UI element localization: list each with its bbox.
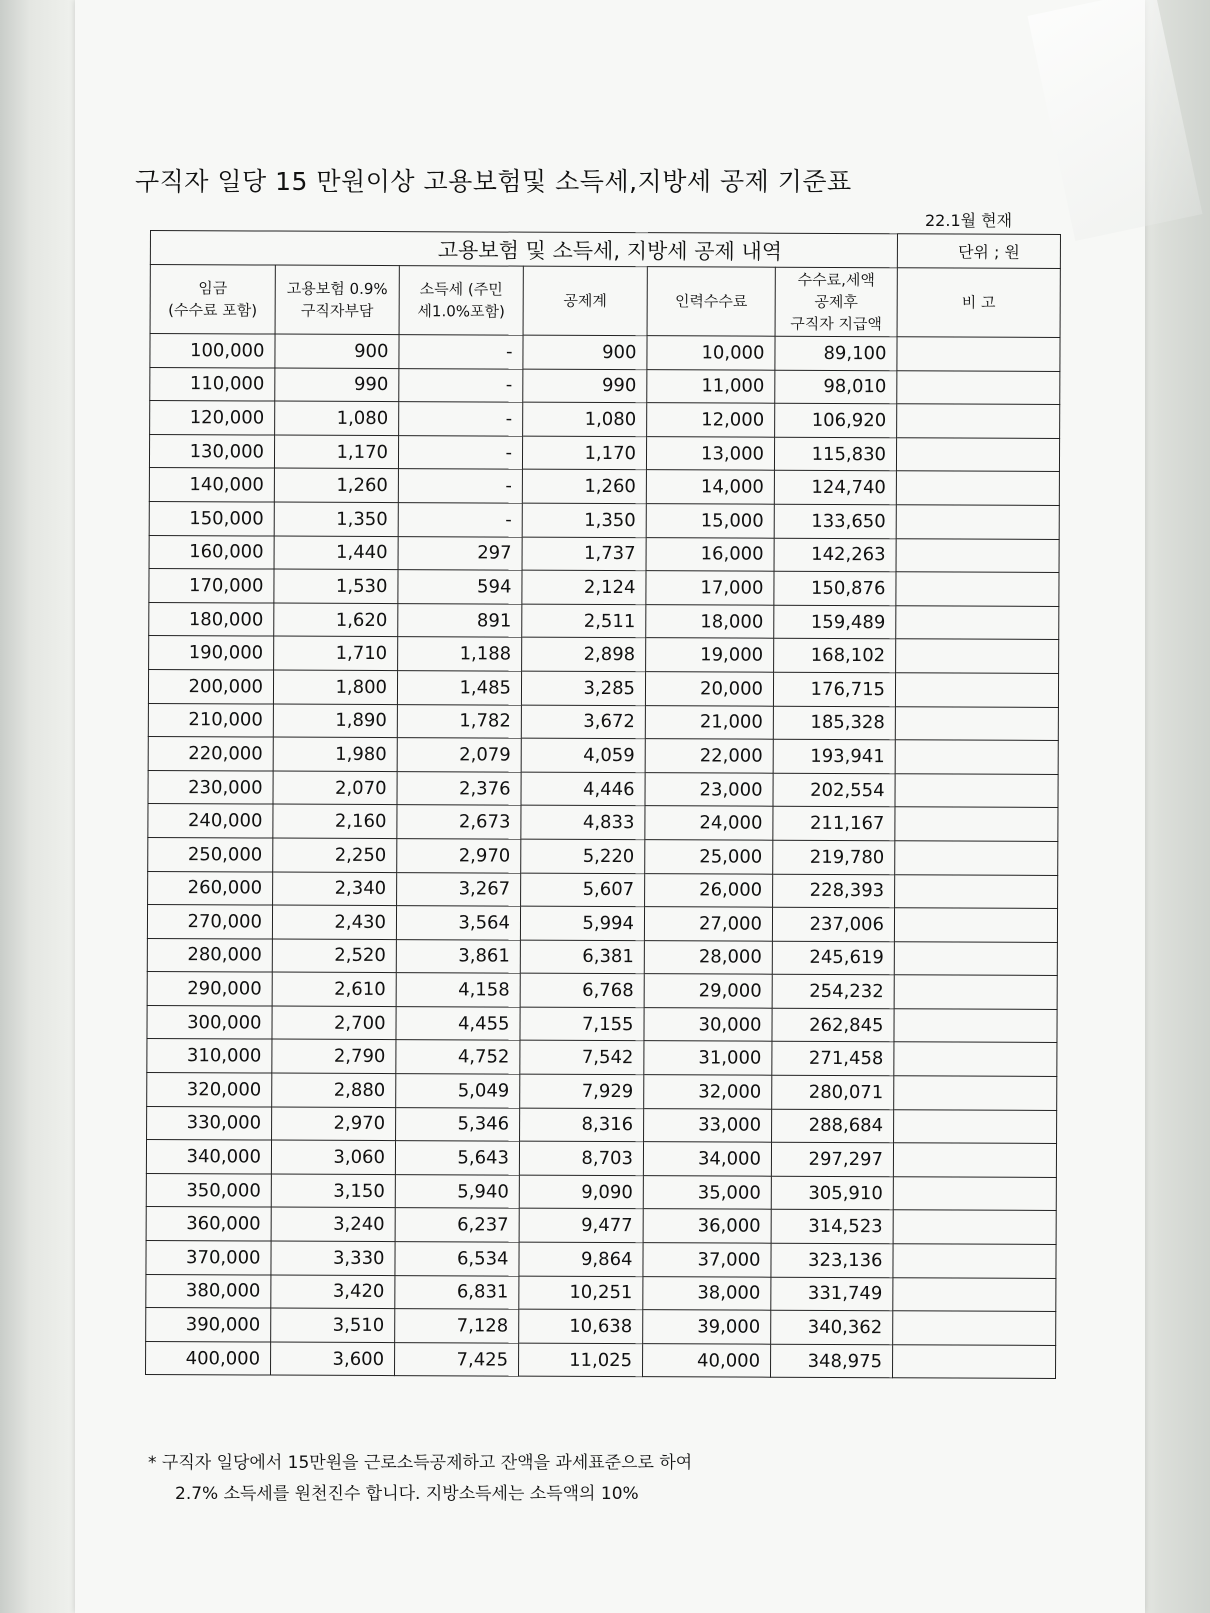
table-cell: 12,000 xyxy=(647,403,775,437)
table-cell: 36,000 xyxy=(643,1209,771,1243)
table-cell: 10,638 xyxy=(519,1309,643,1343)
table-cell: 33,000 xyxy=(644,1108,772,1142)
table-cell: 237,006 xyxy=(772,907,894,941)
table-cell: 150,000 xyxy=(149,501,274,535)
table-cell: 305,910 xyxy=(771,1176,893,1210)
table-cell: 1,350 xyxy=(522,503,646,537)
table-cell: 21,000 xyxy=(645,705,773,739)
table-row xyxy=(150,367,1060,405)
table-cell: 254,232 xyxy=(772,975,894,1009)
table-row xyxy=(147,905,1057,943)
table-cell: 7,425 xyxy=(395,1342,519,1376)
table-cell: - xyxy=(398,469,522,503)
table-cell: 360,000 xyxy=(146,1207,271,1241)
table-cell: 8,316 xyxy=(520,1108,644,1142)
table-row xyxy=(149,468,1059,506)
table-cell: 20,000 xyxy=(645,672,773,706)
table-cell: 1,350 xyxy=(274,502,398,536)
table-row xyxy=(149,602,1059,640)
table-cell: 3,240 xyxy=(271,1207,395,1241)
table-cell: 180,000 xyxy=(149,602,274,636)
table-cell: 1,188 xyxy=(398,637,522,671)
table-cell: 211,167 xyxy=(773,807,895,841)
table-cell: 35,000 xyxy=(643,1176,771,1210)
table-cell: 30,000 xyxy=(644,1008,772,1042)
table-cell: 24,000 xyxy=(645,806,773,840)
table-cell: 29,000 xyxy=(644,974,772,1008)
table-cell: 4,833 xyxy=(521,805,645,839)
table-cell: 2,970 xyxy=(272,1107,396,1141)
column-header xyxy=(775,267,897,337)
table-cell xyxy=(893,1277,1056,1311)
table-cell: 6,381 xyxy=(520,940,644,974)
table-cell: 28,000 xyxy=(644,940,772,974)
table-cell: - xyxy=(399,335,523,369)
table-cell: 4,752 xyxy=(396,1040,520,1074)
table-row xyxy=(149,535,1059,573)
table-cell xyxy=(893,1210,1056,1244)
table-cell: 40,000 xyxy=(642,1343,770,1377)
table-banner: 고용보험 및 소득세, 지방세 공제 내역 xyxy=(150,231,897,268)
table-cell: 17,000 xyxy=(646,571,774,605)
unit-label: 단위 ; 원 xyxy=(897,234,1060,269)
table-cell xyxy=(895,807,1058,841)
table-cell: 18,000 xyxy=(646,604,774,638)
table-cell: 1,737 xyxy=(522,537,646,571)
table-cell: 1,530 xyxy=(274,569,398,603)
table-row xyxy=(147,1106,1057,1144)
table-cell: 323,136 xyxy=(771,1243,893,1277)
table-cell: 4,455 xyxy=(396,1006,520,1040)
table-cell: 891 xyxy=(398,603,522,637)
table-cell: 37,000 xyxy=(643,1243,771,1277)
table-cell: 2,970 xyxy=(397,838,521,872)
table-cell: 3,600 xyxy=(271,1342,395,1376)
table-cell: 219,780 xyxy=(773,840,895,874)
column-header-line: 수수료,세액 xyxy=(797,270,875,290)
table-cell xyxy=(895,673,1058,707)
footnote xyxy=(148,1448,1048,1510)
table-cell xyxy=(893,1311,1056,1345)
column-header-line: 비 고 xyxy=(961,293,996,312)
table-row xyxy=(147,1039,1057,1077)
table-cell: 3,267 xyxy=(397,872,521,906)
table-cell: 130,000 xyxy=(149,434,274,468)
table-cell: 10,000 xyxy=(647,336,775,370)
table-cell: 120,000 xyxy=(150,401,275,435)
column-header xyxy=(275,265,399,335)
table-cell: 900 xyxy=(275,334,399,368)
table-cell: 297,297 xyxy=(771,1142,893,1176)
table-cell: 3,060 xyxy=(271,1140,395,1174)
table-cell: 6,534 xyxy=(395,1242,519,1276)
table-row xyxy=(149,434,1059,472)
table-cell xyxy=(894,1009,1057,1043)
table-cell: 11,025 xyxy=(519,1343,643,1377)
table-cell: 11,000 xyxy=(647,369,775,403)
table-row xyxy=(146,1274,1056,1312)
table-cell: 348,975 xyxy=(770,1344,892,1378)
table-cell: 288,684 xyxy=(772,1109,894,1143)
table-cell: 3,510 xyxy=(271,1308,395,1342)
column-header-line: (수수료 포함) xyxy=(168,301,258,320)
table-cell: 5,220 xyxy=(521,839,645,873)
table-cell: 2,250 xyxy=(273,838,397,872)
table-cell xyxy=(897,404,1060,438)
table-cell: 176,715 xyxy=(773,672,895,706)
table-cell: 193,941 xyxy=(773,739,895,773)
table-cell: 26,000 xyxy=(645,873,773,907)
table-cell xyxy=(896,438,1059,472)
table-row xyxy=(147,972,1057,1010)
table-cell xyxy=(894,908,1057,942)
table-cell: 3,672 xyxy=(521,705,645,739)
table-cell xyxy=(896,471,1059,505)
table-cell xyxy=(894,1076,1057,1110)
table-cell: 100,000 xyxy=(150,334,275,368)
table-cell: 1,620 xyxy=(274,603,398,637)
table-cell: 594 xyxy=(398,570,522,604)
table-banner-row xyxy=(150,231,1060,269)
table-cell: 31,000 xyxy=(644,1041,772,1075)
table-cell: 5,994 xyxy=(520,906,644,940)
column-header-line: 임금 xyxy=(198,279,228,298)
table-row xyxy=(148,871,1058,909)
table-cell: 2,070 xyxy=(273,771,397,805)
table-cell: 310,000 xyxy=(147,1039,272,1073)
table-cell: 350,000 xyxy=(146,1173,271,1207)
table-cell xyxy=(893,1244,1056,1278)
table-row xyxy=(148,669,1058,707)
table-cell: 2,610 xyxy=(272,972,396,1006)
table-cell: 5,940 xyxy=(395,1174,519,1208)
table-row xyxy=(149,569,1059,607)
table-cell: 340,362 xyxy=(771,1310,893,1344)
table-cell: 13,000 xyxy=(646,436,774,470)
table-cell: 1,440 xyxy=(274,536,398,570)
table-cell: 98,010 xyxy=(775,370,897,404)
table-cell: 200,000 xyxy=(148,669,273,703)
table-cell: 5,346 xyxy=(396,1107,520,1141)
table-cell: 7,929 xyxy=(520,1074,644,1108)
table-cell: 297 xyxy=(398,536,522,570)
table-cell: 1,170 xyxy=(522,436,646,470)
table-cell: 2,376 xyxy=(397,771,521,805)
table-cell: 1,260 xyxy=(274,468,398,502)
table-body xyxy=(146,334,1061,1379)
table-cell: 9,864 xyxy=(519,1242,643,1276)
footnote-line-1: * 구직자 일당에서 15만원을 근로소득공제하고 잔액을 과세표준으로 하여 xyxy=(148,1453,693,1473)
table-cell: 9,090 xyxy=(519,1175,643,1209)
column-header-line: 인력수수료 xyxy=(674,292,748,311)
table-cell xyxy=(895,740,1058,774)
column-header-line: 고용보험 0.9% xyxy=(286,279,388,299)
table-cell: - xyxy=(399,368,523,402)
table-cell: 240,000 xyxy=(148,804,273,838)
footnote-line-2: 2.7% 소득세를 원천진수 합니다. 지방소득세는 소득액의 10% xyxy=(175,1484,639,1504)
table-cell xyxy=(896,572,1059,606)
table-cell: 4,059 xyxy=(521,738,645,772)
table-cell: 3,420 xyxy=(271,1275,395,1309)
table-cell: 38,000 xyxy=(643,1276,771,1310)
table-cell: 390,000 xyxy=(146,1308,271,1342)
table-cell: 190,000 xyxy=(149,636,274,670)
table-row xyxy=(148,837,1058,875)
table-cell: 133,650 xyxy=(774,504,896,538)
table-cell: 16,000 xyxy=(646,537,774,571)
table-row xyxy=(146,1173,1056,1211)
table-row xyxy=(147,938,1057,976)
table-cell xyxy=(893,1177,1056,1211)
table-cell: 270,000 xyxy=(147,905,272,939)
table-cell: 2,898 xyxy=(522,637,646,671)
table-cell: 228,393 xyxy=(773,874,895,908)
deduction-table xyxy=(145,230,1061,1379)
table-cell: 10,251 xyxy=(519,1276,643,1310)
table-cell: 32,000 xyxy=(644,1075,772,1109)
column-header-line: 공제계 xyxy=(563,291,607,310)
table-cell: 7,155 xyxy=(520,1007,644,1041)
table-cell: 330,000 xyxy=(147,1106,272,1140)
table-cell: 6,768 xyxy=(520,973,644,1007)
table-row xyxy=(147,1005,1057,1043)
table-cell: 168,102 xyxy=(774,639,896,673)
table-cell: 1,080 xyxy=(523,402,647,436)
table-cell: 1,782 xyxy=(397,704,521,738)
column-header xyxy=(150,265,275,335)
table-cell xyxy=(894,1042,1057,1076)
table-cell: 9,477 xyxy=(519,1209,643,1243)
table-cell: 320,000 xyxy=(147,1073,272,1107)
table-row xyxy=(150,401,1060,439)
table-cell: 210,000 xyxy=(148,703,273,737)
table-cell: 2,700 xyxy=(272,1006,396,1040)
table-cell: 25,000 xyxy=(645,840,773,874)
as-of-date: 22.1월 현재 xyxy=(925,211,1013,230)
table-cell: 160,000 xyxy=(149,535,274,569)
table-cell: 4,446 xyxy=(521,772,645,806)
table-cell: 400,000 xyxy=(146,1341,271,1375)
table-cell xyxy=(894,1109,1057,1143)
table-cell: 280,071 xyxy=(772,1075,894,1109)
table-cell: 900 xyxy=(523,335,647,369)
table-cell: - xyxy=(399,402,523,436)
table-row xyxy=(148,737,1058,775)
table-cell: 220,000 xyxy=(148,737,273,771)
column-header-line: 소득세 (주민 xyxy=(419,280,503,299)
table-cell: 271,458 xyxy=(772,1042,894,1076)
table-cell: 5,643 xyxy=(395,1141,519,1175)
table-cell xyxy=(894,975,1057,1009)
table-cell: 7,542 xyxy=(520,1041,644,1075)
table-cell: 106,920 xyxy=(775,403,897,437)
table-cell: 27,000 xyxy=(644,907,772,941)
table-row xyxy=(147,1073,1057,1111)
table-cell xyxy=(892,1345,1055,1379)
table-row xyxy=(146,1341,1056,1379)
table-cell: 2,124 xyxy=(522,570,646,604)
table-cell xyxy=(894,941,1057,975)
table-cell: 19,000 xyxy=(646,638,774,672)
column-header-line: 구직자부담 xyxy=(300,301,374,320)
table-cell: 230,000 xyxy=(148,770,273,804)
table-cell: 314,523 xyxy=(771,1210,893,1244)
table-cell: 3,150 xyxy=(271,1174,395,1208)
table-row xyxy=(148,703,1058,741)
table-cell: 2,430 xyxy=(272,905,396,939)
table-cell: 150,876 xyxy=(774,571,896,605)
table-cell: 1,170 xyxy=(274,435,398,469)
table-cell: 185,328 xyxy=(773,706,895,740)
table-cell: 142,263 xyxy=(774,538,896,572)
table-cell: 290,000 xyxy=(147,972,272,1006)
table-cell: 6,237 xyxy=(395,1208,519,1242)
table-cell: - xyxy=(398,435,522,469)
column-header-line: 세1.0%포함) xyxy=(417,302,505,321)
table-cell xyxy=(897,337,1060,371)
table-cell: 2,511 xyxy=(522,604,646,638)
table-cell xyxy=(895,706,1058,740)
table-cell xyxy=(893,1143,1056,1177)
table-cell xyxy=(896,639,1059,673)
table-row xyxy=(146,1140,1056,1178)
table-cell: 5,607 xyxy=(521,873,645,907)
table-cell: 2,520 xyxy=(272,939,396,973)
table-cell: 260,000 xyxy=(148,871,273,905)
table-cell: 14,000 xyxy=(646,470,774,504)
table-cell: 2,790 xyxy=(272,1040,396,1074)
table-row xyxy=(150,334,1060,372)
table-cell: 245,619 xyxy=(772,941,894,975)
table-cell: 3,285 xyxy=(521,671,645,705)
table-cell: 202,554 xyxy=(773,773,895,807)
table-cell: 5,049 xyxy=(396,1074,520,1108)
table-cell xyxy=(895,773,1058,807)
document-title: 구직자 일당 15 만원이상 고용보험및 소득세,지방세 공제 기준표 xyxy=(135,167,852,196)
table-cell: 6,831 xyxy=(395,1275,519,1309)
column-header xyxy=(399,266,523,336)
table-row xyxy=(146,1207,1056,1245)
table-cell: 990 xyxy=(275,368,399,402)
table-cell: 8,703 xyxy=(519,1141,643,1175)
table-cell xyxy=(896,606,1059,640)
table-cell: 1,485 xyxy=(397,671,521,705)
column-header-line: 공제후 xyxy=(814,292,858,312)
table-row xyxy=(146,1241,1056,1279)
table-cell: 15,000 xyxy=(646,504,774,538)
table-cell: 140,000 xyxy=(149,468,274,502)
table-cell: 1,080 xyxy=(275,401,399,435)
table-cell: 2,880 xyxy=(272,1073,396,1107)
table-cell: 990 xyxy=(523,369,647,403)
column-header-row xyxy=(150,265,1060,338)
table-cell: 2,079 xyxy=(397,738,521,772)
table-cell: 2,340 xyxy=(273,872,397,906)
table-cell xyxy=(895,874,1058,908)
table-cell: 110,000 xyxy=(150,367,275,401)
table-cell: 370,000 xyxy=(146,1241,271,1275)
column-header-line: 구직자 지급액 xyxy=(790,314,882,334)
table-cell: 340,000 xyxy=(146,1140,271,1174)
table-cell: 380,000 xyxy=(146,1274,271,1308)
table-cell: 22,000 xyxy=(645,739,773,773)
table-row xyxy=(148,770,1058,808)
column-header xyxy=(897,268,1060,338)
table-cell: 124,740 xyxy=(774,471,896,505)
table-cell: 2,160 xyxy=(273,804,397,838)
table-cell: 115,830 xyxy=(774,437,896,471)
table-cell: 4,158 xyxy=(396,973,520,1007)
table-cell: 1,710 xyxy=(274,636,398,670)
table-cell: 89,100 xyxy=(775,336,897,370)
table-row xyxy=(148,804,1058,842)
table-cell: 331,749 xyxy=(771,1277,893,1311)
table-cell: 262,845 xyxy=(772,1008,894,1042)
table-cell: 159,489 xyxy=(774,605,896,639)
column-header xyxy=(523,266,647,336)
table-row xyxy=(146,1308,1056,1346)
table-cell xyxy=(897,370,1060,404)
table-cell: - xyxy=(398,503,522,537)
table-cell: 2,673 xyxy=(397,805,521,839)
table-cell: 170,000 xyxy=(149,569,274,603)
table-cell xyxy=(896,505,1059,539)
table-row xyxy=(149,636,1059,674)
table-cell: 3,861 xyxy=(396,939,520,973)
table-row xyxy=(149,501,1059,539)
table-cell: 1,260 xyxy=(522,470,646,504)
table-cell: 34,000 xyxy=(643,1142,771,1176)
table-cell: 23,000 xyxy=(645,772,773,806)
table-cell: 3,564 xyxy=(396,906,520,940)
table-cell: 39,000 xyxy=(643,1310,771,1344)
table-cell: 1,800 xyxy=(273,670,397,704)
table-cell: 7,128 xyxy=(395,1309,519,1343)
table-cell xyxy=(896,538,1059,572)
table-cell: 3,330 xyxy=(271,1241,395,1275)
table-cell xyxy=(895,841,1058,875)
table-cell: 250,000 xyxy=(148,837,273,871)
column-header xyxy=(647,267,775,337)
table-cell: 300,000 xyxy=(147,1005,272,1039)
table-cell: 1,980 xyxy=(273,737,397,771)
table-cell: 280,000 xyxy=(147,938,272,972)
table-cell: 1,890 xyxy=(273,704,397,738)
